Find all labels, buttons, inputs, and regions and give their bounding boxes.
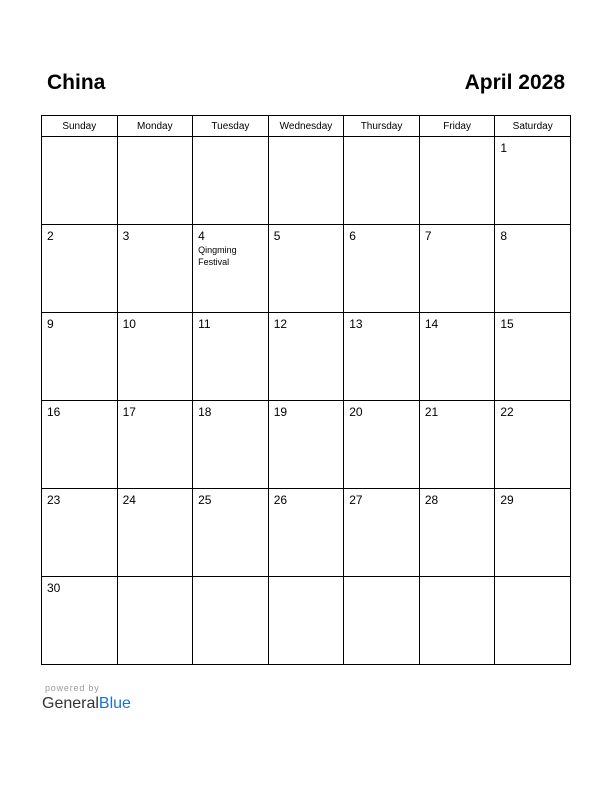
day-number: 21 — [424, 405, 439, 419]
day-cell — [268, 225, 344, 313]
day-cell — [193, 225, 269, 313]
day-number: 25 — [198, 493, 212, 507]
weekday-header: Thursday — [344, 116, 420, 137]
week-row — [42, 313, 571, 401]
day-number: 16 — [47, 405, 61, 419]
weekday-header: Sunday — [42, 116, 118, 137]
weekday-header: Friday — [419, 116, 495, 137]
day-cell — [193, 577, 269, 665]
weekday-header: Tuesday — [193, 116, 269, 137]
day-cell — [268, 313, 344, 401]
day-cell — [495, 401, 571, 489]
calendar-grid — [41, 115, 571, 665]
day-cell — [193, 401, 269, 489]
day-number: 30 — [47, 581, 61, 595]
day-cell — [193, 489, 269, 577]
day-number: 6 — [349, 229, 356, 243]
weekday-header: Monday — [117, 116, 193, 137]
day-cell — [268, 137, 344, 225]
day-cell — [419, 137, 495, 225]
day-number: 7 — [424, 229, 432, 243]
holiday-label: Qingming Festival — [198, 245, 237, 267]
day-cell — [419, 401, 495, 489]
day-number: 22 — [500, 405, 514, 419]
day-cell — [268, 489, 344, 577]
brand-name-general: General — [42, 695, 99, 712]
day-number: 29 — [500, 493, 514, 507]
day-number: 8 — [500, 229, 508, 243]
day-number: 17 — [122, 405, 136, 419]
week-row — [42, 137, 571, 225]
week-row — [42, 577, 571, 665]
day-cell — [419, 489, 495, 577]
calendar-month-title: April 2028 — [464, 71, 565, 94]
day-cell — [42, 137, 118, 225]
day-number: 14 — [424, 317, 439, 331]
day-cell — [268, 577, 344, 665]
day-number: 2 — [47, 229, 54, 243]
day-number: 4 — [198, 229, 205, 243]
day-cell — [344, 313, 420, 401]
day-number: 10 — [122, 317, 136, 331]
day-cell — [193, 313, 269, 401]
day-cell — [117, 137, 193, 225]
day-number: 18 — [198, 405, 212, 419]
day-number: 20 — [349, 405, 363, 419]
day-cell — [117, 577, 193, 665]
day-cell — [344, 137, 420, 225]
day-number: 1 — [500, 141, 508, 155]
day-cell — [117, 489, 193, 577]
day-number: 3 — [122, 229, 130, 243]
day-cell — [117, 225, 193, 313]
week-row — [42, 225, 571, 313]
day-cell — [42, 313, 118, 401]
day-cell — [495, 313, 571, 401]
day-number: 28 — [424, 493, 439, 507]
day-cell — [42, 489, 118, 577]
day-number: 9 — [47, 317, 54, 331]
day-number: 26 — [273, 493, 288, 507]
weekday-header: Saturday — [495, 116, 571, 137]
day-number: 23 — [47, 493, 61, 507]
week-row — [42, 401, 571, 489]
day-cell — [344, 401, 420, 489]
day-cell — [495, 137, 571, 225]
day-cell — [42, 577, 118, 665]
calendar-country-title: China — [47, 71, 106, 94]
day-number: 27 — [349, 493, 363, 507]
day-number: 19 — [273, 405, 288, 419]
day-number: 12 — [273, 317, 288, 331]
powered-by-label: powered by — [45, 683, 100, 693]
day-cell — [344, 489, 420, 577]
weekday-header: Wednesday — [268, 116, 344, 137]
weekday-header-row — [42, 116, 571, 137]
day-cell — [344, 577, 420, 665]
day-cell — [42, 225, 118, 313]
day-number: 11 — [198, 317, 211, 331]
day-number: 15 — [500, 317, 514, 331]
day-cell — [495, 489, 571, 577]
day-cell — [42, 401, 118, 489]
day-cell — [117, 401, 193, 489]
day-cell — [419, 577, 495, 665]
day-cell — [268, 401, 344, 489]
day-number: 5 — [273, 229, 281, 243]
day-cell — [344, 225, 420, 313]
day-cell — [117, 313, 193, 401]
day-cell — [193, 137, 269, 225]
day-cell — [495, 577, 571, 665]
week-row — [42, 489, 571, 577]
day-number: 13 — [349, 317, 363, 331]
day-cell — [495, 225, 571, 313]
brand-name-blue: Blue — [98, 695, 131, 712]
day-cell — [419, 225, 495, 313]
day-cell — [419, 313, 495, 401]
brand-logo[interactable] — [42, 694, 131, 714]
day-number: 24 — [122, 493, 136, 507]
